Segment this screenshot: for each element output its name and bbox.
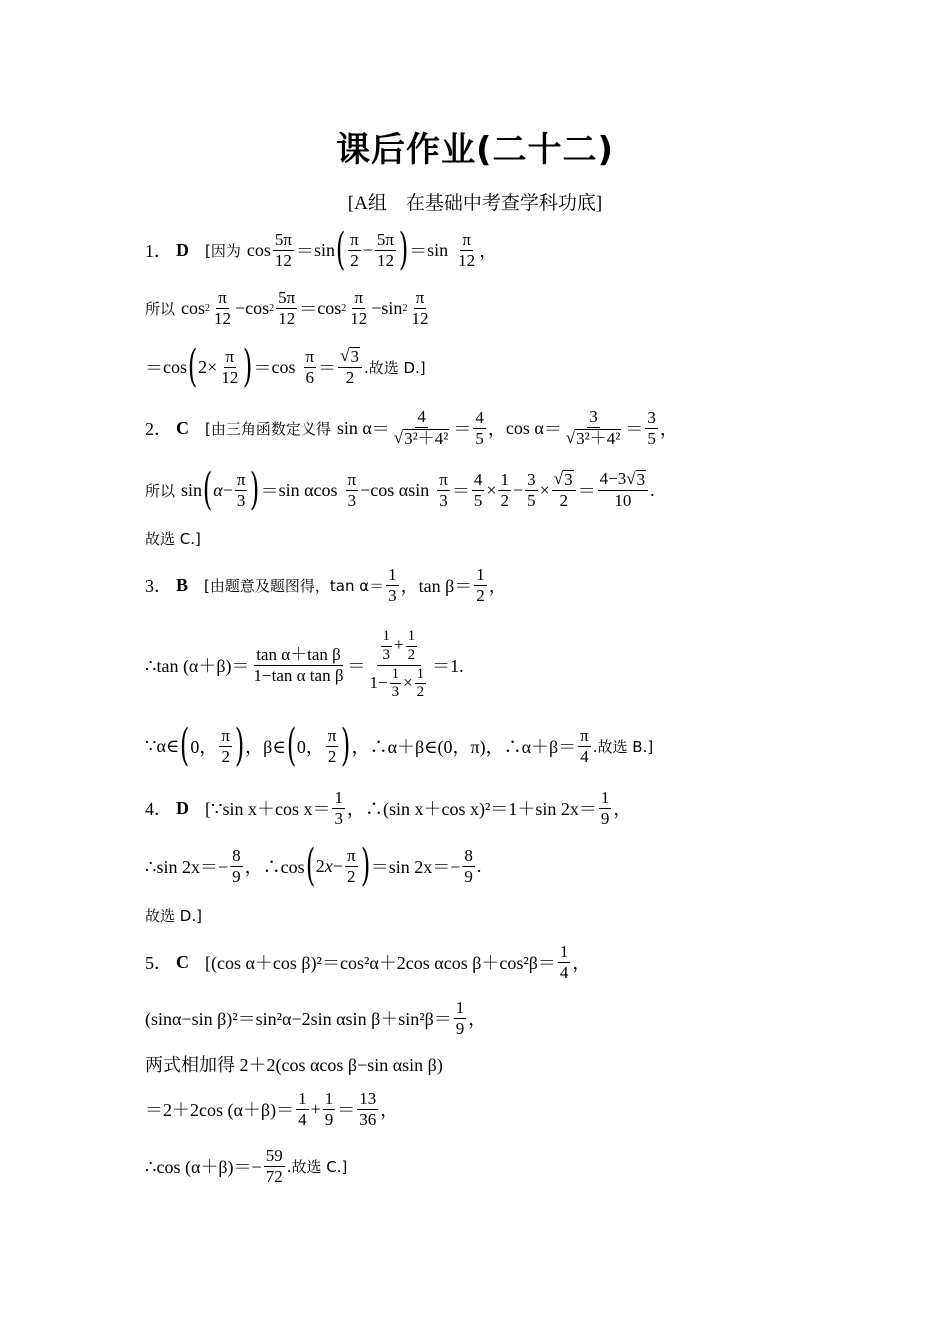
question-number: 5．	[145, 953, 172, 973]
math-text: ＝	[409, 241, 428, 261]
fraction: 4−3 √ 3 10	[598, 470, 648, 510]
fraction: $\frac{\pi}{2}$	[327, 725, 337, 766]
question-number: 1．	[145, 241, 172, 261]
fraction: $\frac{\text{tan α＋tan β}}{\text{1−tan α tan β}}$	[253, 644, 344, 685]
math-text: cos α	[505, 417, 544, 438]
math-text: ＝sin 2x＝−	[370, 857, 461, 877]
fraction: $\frac{\pi}{2}$	[346, 845, 356, 886]
fraction: $\frac{8}{9}$	[464, 845, 473, 886]
explanation-text: 故选 D.]	[145, 906, 202, 925]
math-text: sin	[408, 479, 430, 500]
math-text: ×	[539, 479, 550, 500]
math-text: ，	[488, 576, 507, 596]
fraction: $\frac{4}{5}$	[473, 469, 483, 510]
question-number: 3．	[145, 576, 172, 596]
fraction: $\frac{\pi}{12}$	[350, 287, 368, 328]
q1-line-1	[145, 226, 497, 274]
math-text: ，	[659, 419, 678, 439]
math-text: cos α	[370, 479, 409, 500]
fraction: $\frac{\pi}{12}$	[221, 346, 239, 387]
math-text: ＝	[337, 1100, 356, 1120]
math-text: sin	[181, 479, 203, 500]
math-text: −	[235, 297, 246, 318]
math-text: ，	[613, 799, 632, 819]
fraction: $\frac{5\pi}{12}$	[274, 229, 292, 270]
q4-line-3	[145, 891, 202, 939]
math-text: cos	[246, 239, 271, 260]
math-text: [(cos α＋cos β)²＝cos²α＋2cos αcos β＋cos²β＝	[205, 953, 556, 973]
fraction: $\frac{59}{72}$	[265, 1145, 283, 1186]
fraction: $\frac{\pi}{2}$	[221, 725, 230, 766]
q5-line-4: ＝2＋2cos (α＋β)＝ $\frac{1}{4}$ + $\frac{1}{9}$ ＝ $\frac{13}{36}$ ，	[145, 1088, 399, 1129]
math-text: ＝	[577, 481, 596, 501]
fraction: $\frac{3}{5}$	[647, 407, 656, 448]
fraction: 4 √ 3²＋4²	[393, 407, 449, 448]
math-text: ＝	[543, 419, 562, 439]
answer-letter: D	[176, 239, 189, 260]
math-text: ∵α∈	[145, 735, 180, 756]
answer-letter: B	[176, 574, 189, 595]
math-text: ＝	[145, 358, 163, 378]
group-heading: [A组 在基础中考查学科功底]	[347, 193, 603, 214]
q3-line-3: ∵α∈ ( 0， $\frac{\pi}{2}$ ) ，β∈ ( 0， $\frac{\pi}{2}$ ) ，∴α＋β∈(0，π)，∴α＋β＝ $\frac{\pi}{4}$ .故选 B.]	[145, 720, 654, 771]
math-text: ，	[487, 419, 506, 439]
left-paren: (	[180, 720, 190, 771]
math-text: ＝	[299, 299, 318, 319]
math-text: ，β∈	[245, 737, 286, 757]
explanation-text: .故选 D.]	[363, 358, 426, 377]
math-text: sin α	[278, 479, 314, 500]
fraction: $\frac{1}{9}$	[600, 787, 610, 828]
math-text: ，∴cos	[244, 857, 305, 877]
fraction: $\frac{4}{5}$	[475, 407, 484, 448]
q5-line-1	[145, 938, 590, 986]
q2-line-3	[145, 514, 201, 562]
math-text: sin	[427, 239, 449, 260]
math-text: ，	[380, 1100, 399, 1120]
math-text: cos	[271, 356, 296, 377]
right-paren: )	[398, 224, 409, 275]
fraction: $\frac{\pi}{3}$	[347, 469, 357, 510]
math-text: ＝2＋2cos (α＋β)＝	[145, 1100, 295, 1120]
math-text: ∴cos (α＋β)＝−	[145, 1157, 262, 1177]
math-text: 2	[198, 356, 208, 377]
math-text: ＝	[453, 419, 472, 439]
math-text: −	[360, 479, 371, 500]
fraction: $\frac{5\pi}{12}$	[278, 287, 296, 328]
q4-line-2: ∴sin 2x＝− $\frac{8}{9}$ ，∴cos ( 2x − $\frac{\pi}{2}$ ) ＝sin 2x＝− $\frac{8}{9}$ .	[145, 840, 482, 891]
fraction: $\frac{\pi}{3}$	[439, 469, 448, 510]
explanation-text: 所以	[145, 299, 176, 318]
left-paren: (	[202, 464, 213, 515]
fraction: $\frac{1}{2}$	[476, 564, 485, 605]
left-paren: (	[286, 720, 296, 771]
left-paren: (	[305, 840, 315, 891]
q5-line-3	[145, 1040, 443, 1088]
q5-line-5	[145, 1142, 347, 1190]
answer-letter: C	[176, 951, 189, 972]
math-text: ×	[486, 479, 497, 500]
math-text: (sinα−sin β)²＝sin²α−2sin αsin β＋sin²β＝	[145, 1009, 452, 1029]
page-title: 课后作业(二十二)	[335, 130, 615, 170]
explanation-text: .故选 C.]	[286, 1157, 348, 1176]
right-paren: )	[341, 720, 351, 771]
fraction: $\frac{1}{4}$	[298, 1088, 307, 1129]
right-paren: )	[234, 720, 245, 771]
fraction: $\frac{3}{5}$	[527, 469, 536, 510]
math-text: ×	[207, 356, 218, 377]
fraction: $\frac{\pi}{12}$	[411, 287, 429, 328]
q2-line-2: 所以 sin ( α − $\frac{\pi}{3}$ ) ＝ sin α cos $\frac{\pi}{3}$ − cos α sin $\frac{\pi}{3}$ ＝ $\frac{4}{5}$ × $\frac{1}{2}$ − $\frac{3}{5}$ × √ 3 2 ＝ 4−3 √ 3 10 .	[145, 464, 655, 515]
fraction: $\frac{\pi}{12}$	[214, 287, 232, 328]
fraction: $\frac{1}{3}$ + $\frac{1}{2}$ 1− $\frac{1}{3}$ × $\frac{1}{2}$	[369, 628, 425, 701]
math-text: cos	[181, 297, 206, 318]
math-text: ＝	[260, 481, 279, 501]
fraction: $\frac{1}{3}$	[388, 564, 397, 605]
fraction: $\frac{1}{3}$	[334, 787, 343, 828]
explanation-text: .故选 B.]	[592, 737, 654, 756]
right-paren: )	[243, 341, 253, 392]
fraction: $\frac{1}{4}$	[559, 941, 569, 982]
explanation-text: [由三角函数定义得	[205, 419, 331, 438]
left-paren: (	[335, 224, 346, 275]
fraction: $\frac{\pi}{12}$	[458, 229, 476, 270]
q3-line-2	[145, 620, 464, 710]
question-number: 4．	[145, 799, 172, 819]
fraction: 3 √ 3²＋4²	[565, 407, 621, 448]
math-text: ，	[479, 241, 498, 261]
question-number: 2．	[145, 419, 172, 439]
math-text: cos	[245, 297, 270, 318]
math-text: 两式相加得 2＋2(cos αcos β−sin αsin β)	[145, 1055, 443, 1075]
math-text: −	[222, 479, 233, 500]
math-text: ＝	[451, 481, 470, 501]
math-text: ，tan β＝	[400, 576, 473, 596]
fraction: $\frac{\pi}{2}$	[350, 229, 359, 270]
math-text: ＝	[347, 656, 366, 676]
fraction: $\frac{\pi}{4}$	[580, 725, 589, 766]
math-text: ＝1.	[432, 656, 464, 676]
math-text: ＝	[371, 419, 390, 439]
math-text: ，	[572, 953, 591, 973]
explanation-text: 所以	[145, 481, 176, 500]
q5-line-2	[145, 994, 486, 1042]
math-text: ∴sin 2x＝−	[145, 857, 229, 877]
q2-line-1	[145, 404, 678, 452]
math-text: ，	[468, 1009, 487, 1029]
explanation-text: [因为	[205, 241, 241, 260]
fraction: √ 3 2	[338, 347, 362, 387]
q1-line-2: 所以 cos 2 $\frac{\pi}{12}$ − cos 2 $\frac{5\pi}{12}$ ＝ cos 2 $\frac{\pi}{12}$ − sin 2 $\frac{\pi}{12}$	[145, 287, 429, 328]
math-text: [∵sin x＋cos x＝	[205, 799, 331, 819]
math-text: sin α	[336, 417, 372, 438]
q4-line-1	[145, 784, 631, 832]
left-paren: (	[187, 341, 198, 392]
math-text: −	[371, 297, 382, 318]
explanation-text: [由题意及题图得，tan α＝	[204, 576, 385, 595]
q3-line-1	[145, 561, 507, 609]
right-paren: )	[250, 464, 260, 515]
fraction: $\frac{8}{9}$	[232, 845, 241, 886]
answer-letter: D	[176, 797, 189, 818]
math-text: −	[362, 239, 373, 260]
q1-line-3	[145, 343, 426, 391]
fraction: $\frac{13}{36}$	[359, 1088, 377, 1129]
math-text: ，∴α＋β∈(0，π)，∴α＋β＝	[351, 737, 577, 757]
right-paren: )	[360, 840, 370, 891]
fraction: √ 3 2	[552, 470, 576, 510]
math-text: sin	[381, 297, 403, 318]
math-text: ＝	[253, 358, 272, 378]
math-text: sin	[313, 239, 335, 260]
math-text: cos	[313, 479, 338, 500]
math-text: −	[332, 855, 343, 876]
math-text: ＝	[625, 419, 644, 439]
fraction: $\frac{\pi}{6}$	[305, 346, 315, 387]
fraction: $\frac{5\pi}{12}$	[376, 229, 394, 270]
math-text: ，∴(sin x＋cos x)²＝1＋sin 2x＝	[346, 799, 597, 819]
fraction: $\frac{1}{9}$	[324, 1088, 334, 1129]
math-text: cos	[317, 297, 342, 318]
math-text: ＝	[295, 241, 314, 261]
explanation-text: 故选 C.]	[145, 529, 201, 548]
math-text: ＝	[318, 358, 337, 378]
math-text: −	[512, 479, 524, 500]
math-text: ∴tan (α＋β)＝	[145, 656, 250, 676]
fraction: $\frac{1}{9}$	[455, 997, 465, 1038]
answer-letter: C	[176, 417, 189, 438]
fraction: $\frac{\pi}{3}$	[236, 469, 246, 510]
fraction: $\frac{1}{2}$	[500, 469, 509, 510]
math-text: cos	[163, 356, 187, 377]
